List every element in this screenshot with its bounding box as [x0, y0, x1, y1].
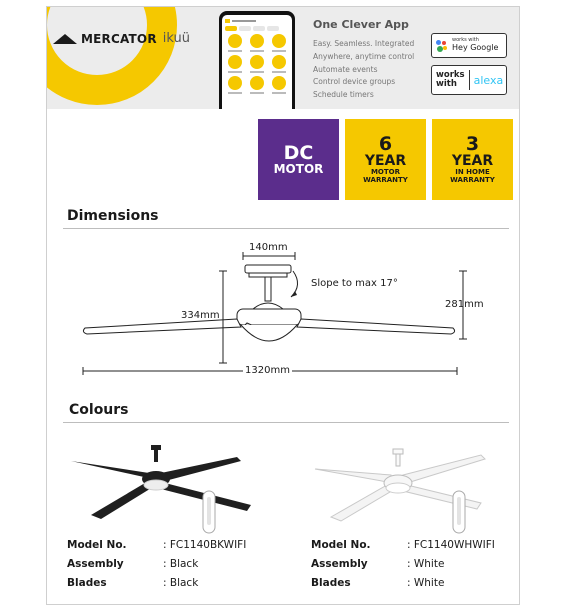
white-assembly-row [311, 558, 444, 570]
dimensions-diagram [47, 235, 519, 387]
google-assistant-badge [431, 33, 507, 58]
slope-label: Slope to max 17° [311, 278, 398, 289]
dc-motor-line1: DC [283, 141, 314, 164]
motor-warranty-years: 6 [378, 132, 393, 155]
blades-value: : Black [163, 577, 199, 589]
colours-title: Colours [69, 402, 129, 418]
home-warranty-line1: IN HOME [455, 168, 490, 177]
model-value: : FC1140BKWIFI [163, 539, 247, 551]
model-value: : FC1140WHWIFI [407, 539, 495, 551]
white-model-row [311, 539, 495, 551]
black-blades-row [67, 577, 198, 589]
dc-motor-line2: MOTOR [273, 161, 324, 176]
height-281-label: 281mm [445, 299, 484, 310]
phone-illustration [219, 11, 295, 109]
white-fan-icon [303, 443, 503, 539]
blades-value: : White [407, 577, 445, 589]
height-334-label: 334mm [181, 310, 220, 321]
app-feature-item: Automate events [313, 64, 378, 74]
phone-screen [222, 15, 292, 109]
motor-warranty-unit: YEAR [364, 152, 407, 169]
dc-motor-badge [258, 119, 339, 200]
alexa-name: alexa [473, 73, 504, 87]
dimensions-title: Dimensions [67, 208, 159, 224]
product-sheet [46, 6, 520, 605]
app-banner [47, 7, 519, 109]
white-variant-image [303, 443, 503, 539]
brand-name: MERCATOR [81, 31, 157, 46]
alexa-with-text: with [436, 79, 457, 89]
home-warranty-unit: YEAR [451, 152, 494, 169]
white-blades-row [311, 577, 444, 589]
assembly-value: : White [407, 558, 445, 570]
dimensions-divider [63, 228, 509, 229]
brand-logo [53, 31, 190, 46]
alexa-works-text: works [436, 70, 465, 81]
phone-header [225, 18, 289, 24]
blades-label: Blades [311, 577, 351, 589]
alexa-badge [431, 65, 507, 95]
app-feature-list [313, 38, 414, 102]
black-assembly-row [67, 558, 198, 570]
app-feature-item: Anywhere, anytime control [313, 51, 415, 61]
brand-arc-graphic [47, 7, 177, 105]
assembly-label: Assembly [67, 558, 124, 570]
home-warranty-badge [432, 119, 513, 200]
phone-tabs [225, 26, 289, 31]
app-feature-item: Schedule timers [313, 90, 374, 100]
motor-warranty-line2: WARRANTY [363, 176, 408, 185]
phone-device-grid [225, 34, 289, 94]
motor-warranty-line1: MOTOR [370, 168, 401, 177]
assembly-label: Assembly [311, 558, 368, 570]
alexa-divider [469, 70, 470, 90]
google-assistant-icon [436, 40, 448, 52]
colours-divider [63, 422, 509, 423]
model-label: Model No. [311, 539, 371, 551]
model-label: Model No. [67, 539, 127, 551]
brand-triangle-icon [53, 34, 77, 44]
app-title: One Clever App [313, 18, 409, 31]
black-fan-icon [61, 443, 271, 539]
home-warranty-line2: WARRANTY [450, 176, 495, 185]
home-warranty-years: 3 [465, 132, 480, 155]
assembly-value: : Black [163, 558, 199, 570]
motor-warranty-badge [345, 119, 426, 200]
top-width-label: 140mm [249, 242, 288, 253]
black-variant-image [61, 443, 271, 539]
google-badge-big: Hey Google [452, 42, 499, 52]
app-feature-item: Control device groups [313, 77, 396, 87]
blades-label: Blades [67, 577, 107, 589]
brand-sub: ikuü [162, 31, 190, 46]
span-label: 1320mm [245, 365, 290, 376]
google-badge-small: works with [452, 37, 479, 44]
app-feature-item: Easy. Seamless. Integrated [313, 39, 415, 48]
black-model-row [67, 539, 246, 551]
